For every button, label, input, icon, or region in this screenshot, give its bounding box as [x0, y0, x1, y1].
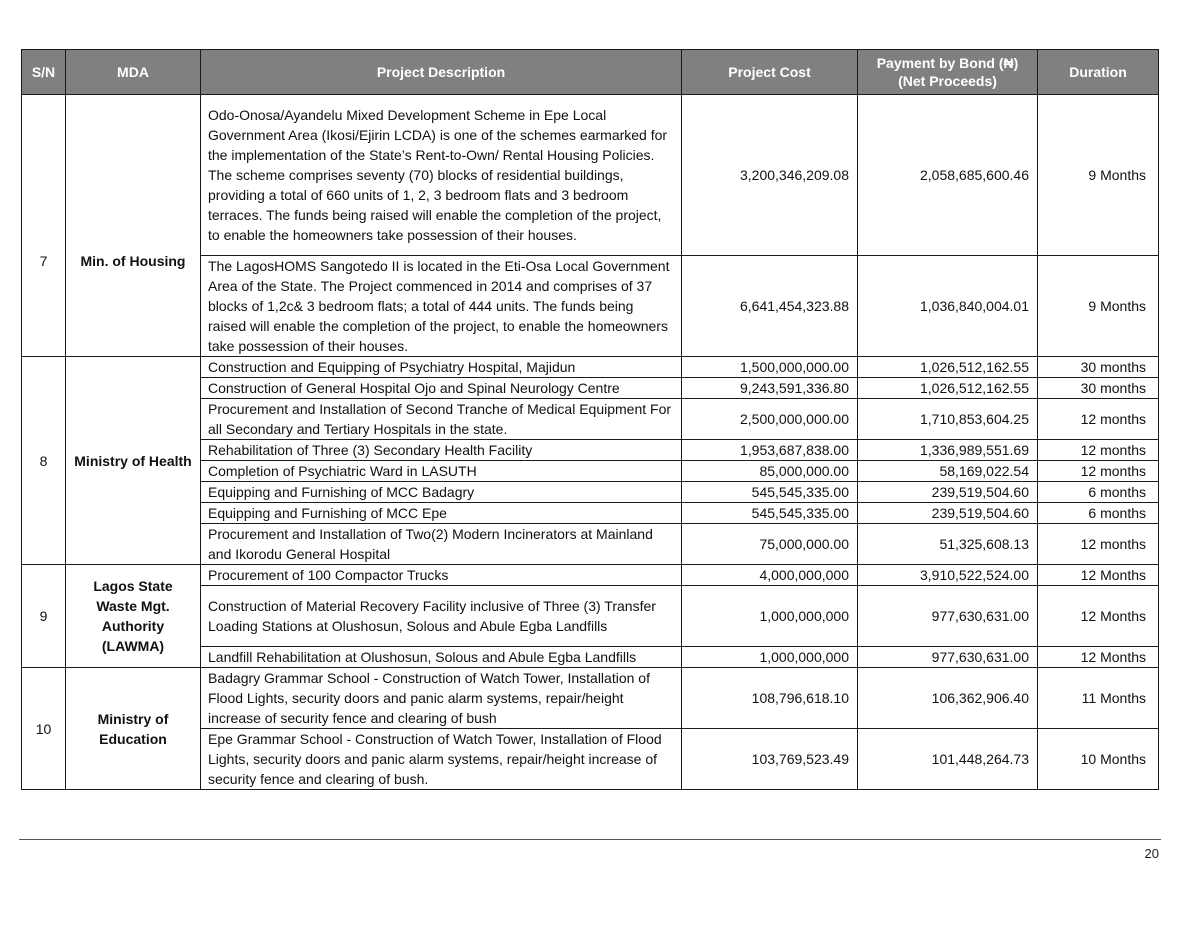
project-cost: 85,000,000.00	[682, 461, 858, 482]
project-description: Completion of Psychiatric Ward in LASUTH	[201, 461, 682, 482]
mda-name: Lagos State Waste Mgt. Authority (LAWMA)	[66, 565, 201, 668]
project-cost: 545,545,335.00	[682, 482, 858, 503]
bond-payment: 101,448,264.73	[858, 729, 1038, 790]
project-description: Badagry Grammar School - Construction of Watch Tower, Installation of Flood Lights, security doors and panic alarm systems, repair/height increase of security fence and clearing of bush	[201, 668, 682, 729]
projects-table	[21, 49, 1159, 790]
footer-divider	[19, 839, 1161, 840]
project-description: Construction of Material Recovery Facility inclusive of Three (3) Transfer Loading Stations at Olushosun, Solous and Abule Egba Landfills	[201, 586, 682, 647]
bond-payment: 1,036,840,004.01	[858, 256, 1038, 357]
project-description: Equipping and Furnishing of MCC Epe	[201, 503, 682, 524]
project-description: Construction and Equipping of Psychiatry Hospital, Majidun	[201, 357, 682, 378]
duration: 10 Months	[1038, 729, 1159, 790]
table-header-row	[22, 50, 1159, 95]
serial-number: 7	[22, 95, 66, 357]
duration: 12 months	[1038, 524, 1159, 565]
project-description: Construction of General Hospital Ojo and Spinal Neurology Centre	[201, 378, 682, 399]
duration: 30 months	[1038, 357, 1159, 378]
project-cost: 1,000,000,000	[682, 586, 858, 647]
project-cost: 108,796,618.10	[682, 668, 858, 729]
bond-payment: 1,336,989,551.69	[858, 440, 1038, 461]
header-bond-line2: (Net Proceeds)	[898, 73, 997, 89]
project-cost: 103,769,523.49	[682, 729, 858, 790]
table-row	[22, 357, 1159, 378]
mda-name: Min. of Housing	[66, 95, 201, 357]
bond-payment: 2,058,685,600.46	[858, 95, 1038, 256]
project-cost: 1,500,000,000.00	[682, 357, 858, 378]
duration: 9 Months	[1038, 95, 1159, 256]
project-description: Equipping and Furnishing of MCC Badagry	[201, 482, 682, 503]
bond-payment: 977,630,631.00	[858, 586, 1038, 647]
duration: 6 months	[1038, 482, 1159, 503]
project-cost: 4,000,000,000	[682, 565, 858, 586]
serial-number: 10	[22, 668, 66, 790]
table-row	[22, 95, 1159, 256]
duration: 12 Months	[1038, 647, 1159, 668]
project-cost: 6,641,454,323.88	[682, 256, 858, 357]
project-description: Procurement of 100 Compactor Trucks	[201, 565, 682, 586]
bond-payment: 1,026,512,162.55	[858, 357, 1038, 378]
duration: 6 months	[1038, 503, 1159, 524]
bond-payment: 239,519,504.60	[858, 482, 1038, 503]
project-cost: 1,953,687,838.00	[682, 440, 858, 461]
project-description: Epe Grammar School - Construction of Watch Tower, Installation of Flood Lights, security doors and panic alarm systems, repair/height increase of security fence and clearing of bush.	[201, 729, 682, 790]
duration: 30 months	[1038, 378, 1159, 399]
header-bond	[858, 50, 1038, 95]
header-duration: Duration	[1038, 50, 1159, 95]
bond-payment: 51,325,608.13	[858, 524, 1038, 565]
project-description: Landfill Rehabilitation at Olushosun, Solous and Abule Egba Landfills	[201, 647, 682, 668]
header-mda: MDA	[66, 50, 201, 95]
project-description: The LagosHOMS Sangotedo II is located in the Eti-Osa Local Government Area of the State. The Project commenced in 2014 and comprises of 37 blocks of 1,2c& 3 bedroom flats; a total of 444 units. The funds being raised will enable the completion of the project, to enable the homeowners take possession of their houses.	[201, 256, 682, 357]
bond-payment: 3,910,522,524.00	[858, 565, 1038, 586]
project-description: Procurement and Installation of Second Tranche of Medical Equipment For all Secondary and Tertiary Hospitals in the state.	[201, 399, 682, 440]
duration: 12 months	[1038, 461, 1159, 482]
project-description: Procurement and Installation of Two(2) Modern Incinerators at Mainland and Ikorodu General Hospital	[201, 524, 682, 565]
bond-payment: 1,710,853,604.25	[858, 399, 1038, 440]
bond-payment: 58,169,022.54	[858, 461, 1038, 482]
bond-payment: 106,362,906.40	[858, 668, 1038, 729]
project-cost: 2,500,000,000.00	[682, 399, 858, 440]
project-cost: 545,545,335.00	[682, 503, 858, 524]
project-description: Odo-Onosa/Ayandelu Mixed Development Scheme in Epe Local Government Area (Ikosi/Ejirin LCDA) is one of the schemes earmarked for the implementation of the State’s Rent-to-Own/ Rental Housing Policies. The scheme comprises seventy (70) blocks of residential buildings, providing a total of 660 units of 1, 2, 3 bedroom flats and 3 bedroom terraces. The funds being raised will enable the completion of the project, to enable the homeowners take possession of their houses.	[201, 95, 682, 256]
duration: 11 Months	[1038, 668, 1159, 729]
header-description: Project Description	[201, 50, 682, 95]
bond-payment: 239,519,504.60	[858, 503, 1038, 524]
project-description: Rehabilitation of Three (3) Secondary Health Facility	[201, 440, 682, 461]
header-sn: S/N	[22, 50, 66, 95]
serial-number: 8	[22, 357, 66, 565]
mda-name: Ministry of Health	[66, 357, 201, 565]
project-cost: 75,000,000.00	[682, 524, 858, 565]
bond-payment: 1,026,512,162.55	[858, 378, 1038, 399]
serial-number: 9	[22, 565, 66, 668]
duration: 9 Months	[1038, 256, 1159, 357]
page-number: 20	[1144, 846, 1159, 861]
duration: 12 months	[1038, 399, 1159, 440]
project-cost: 9,243,591,336.80	[682, 378, 858, 399]
table-row	[22, 668, 1159, 729]
duration: 12 Months	[1038, 586, 1159, 647]
table-row	[22, 565, 1159, 586]
header-bond-line1: Payment by Bond (₦)	[876, 55, 1019, 71]
duration: 12 Months	[1038, 565, 1159, 586]
mda-name: Ministry of Education	[66, 668, 201, 790]
project-cost: 3,200,346,209.08	[682, 95, 858, 256]
duration: 12 months	[1038, 440, 1159, 461]
bond-payment: 977,630,631.00	[858, 647, 1038, 668]
project-cost: 1,000,000,000	[682, 647, 858, 668]
header-cost: Project Cost	[682, 50, 858, 95]
